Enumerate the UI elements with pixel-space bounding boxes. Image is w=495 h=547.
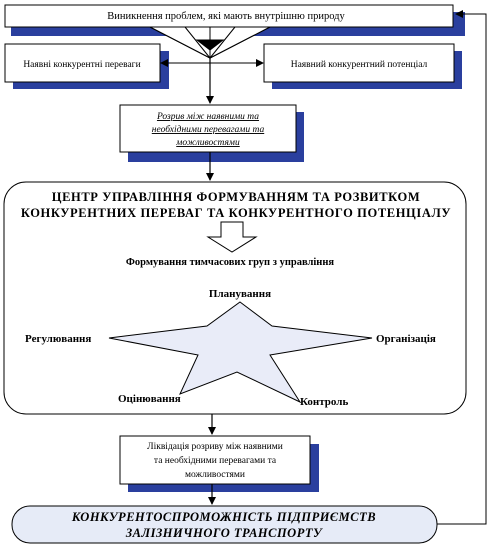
- function-organization: Організація: [376, 333, 436, 345]
- gap-box-line-3: можливостями: [176, 138, 240, 148]
- liquidation-box-line-1: Ліквідація розриву між наявними: [147, 442, 283, 452]
- formation-text: Формування тимчасових груп з управління: [125, 257, 335, 268]
- center-title-line-1: ЦЕНТР УПРАВЛІННЯ ФОРМУВАННЯМ ТА РОЗВИТКОМ: [51, 190, 421, 204]
- bottom-box-line-2: ЗАЛІЗНИЧНОГО ТРАНСПОРТУ: [125, 526, 323, 540]
- left-box-text: Наявні конкурентні переваги: [23, 60, 141, 70]
- bottom-box-line-1: КОНКУРЕНТОСПРОМОЖНІСТЬ ПІДПРИЄМСТВ: [71, 510, 377, 524]
- gap-box-line-2: необхідними перевагами та: [151, 125, 265, 135]
- gap-box-line-1: Розрив між наявними та: [156, 112, 260, 122]
- liquidation-box-line-2: та необхідними перевагами та: [153, 456, 277, 466]
- function-control: Контроль: [300, 396, 349, 408]
- liquidation-box-line-3: можливостями: [184, 470, 246, 480]
- top-box-text: Виникнення проблем, які мають внутрішню природу: [107, 11, 345, 22]
- right-box-text: Наявний конкурентний потенціал: [290, 60, 428, 70]
- function-planning: Планування: [208, 288, 272, 300]
- center-title-line-2: КОНКУРЕНТНИХ ПЕРЕВАГ ТА КОНКУРЕНТНОГО ПОТЕНЦІАЛУ: [20, 206, 452, 220]
- function-evaluation: Оцінювання: [118, 393, 181, 405]
- function-regulation: Регулювання: [25, 333, 92, 345]
